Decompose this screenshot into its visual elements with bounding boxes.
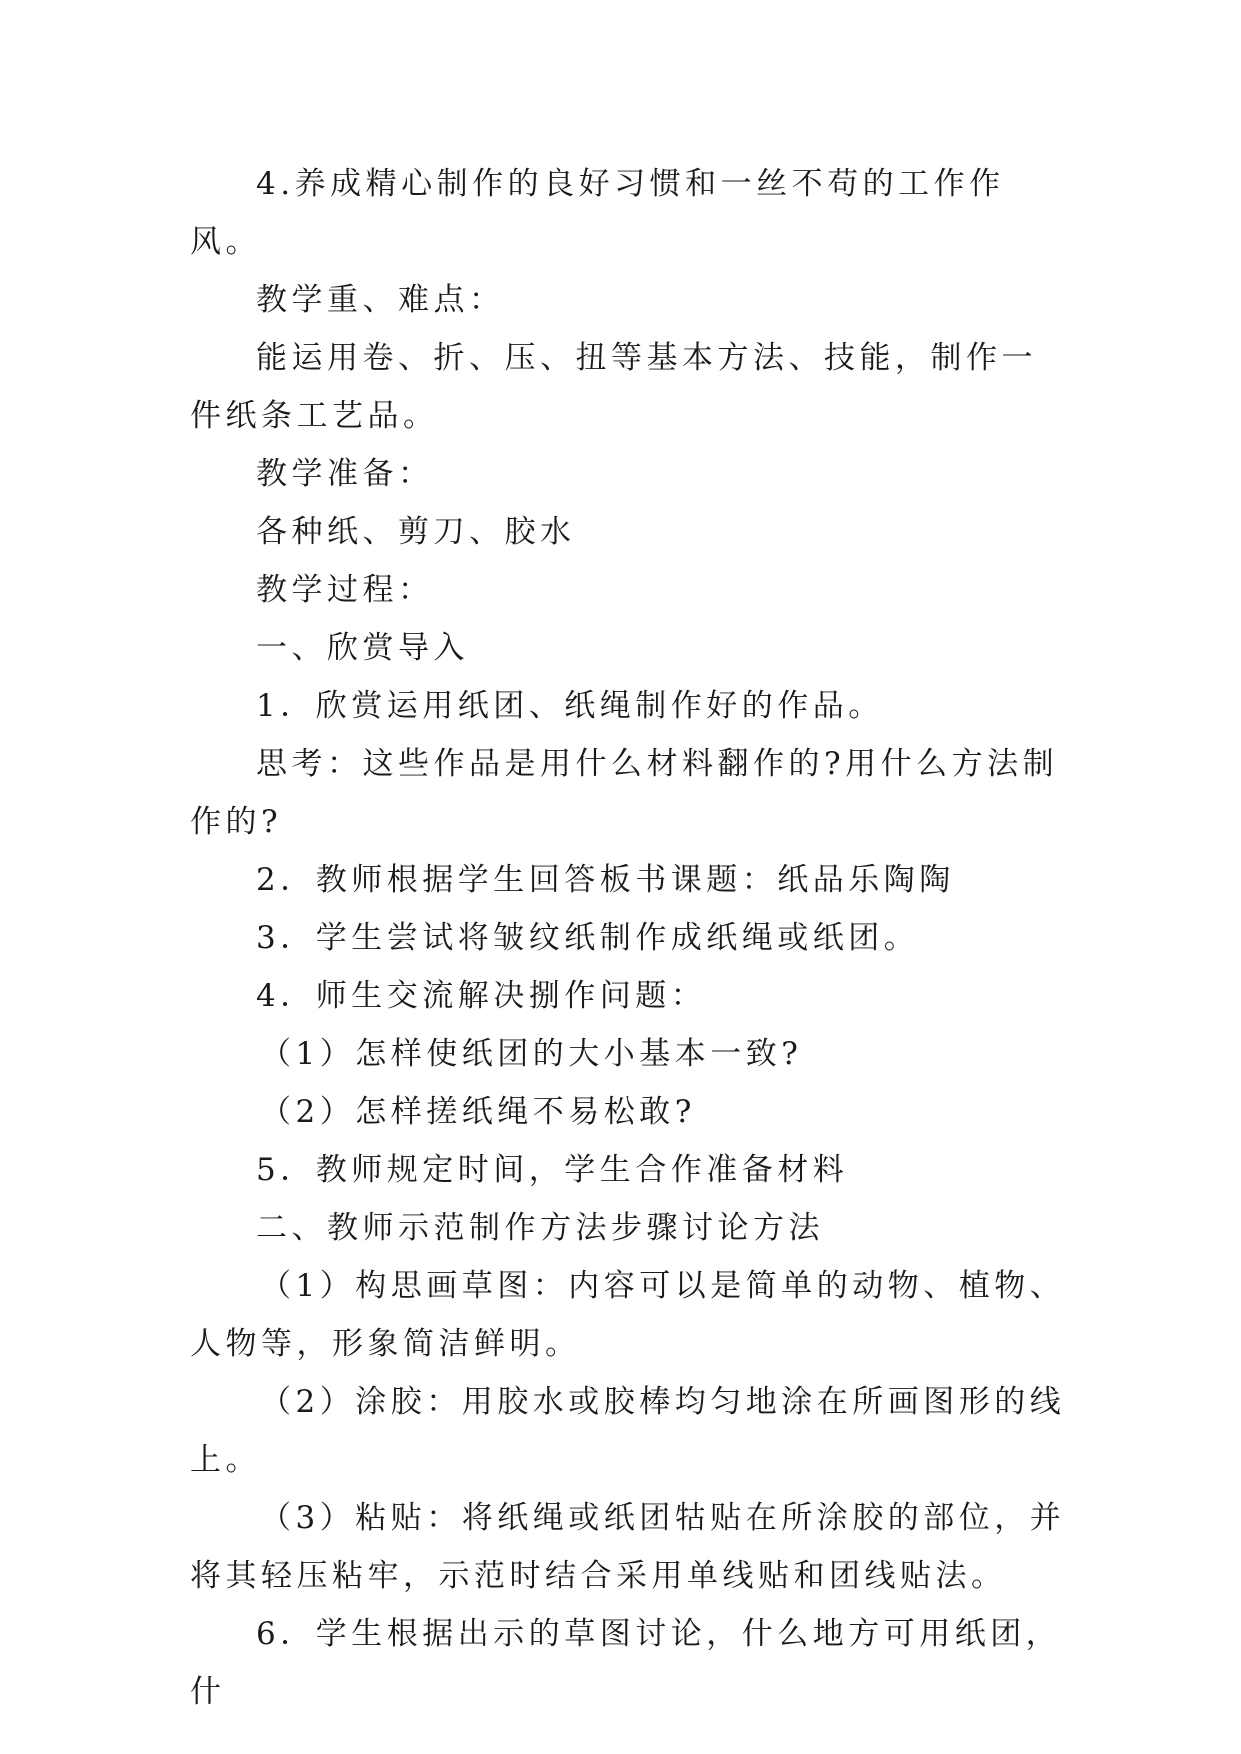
sub-item-1: （1）怎样使纸团的大小基本一致? <box>260 1036 803 1072</box>
paragraph-thinking: 思考：这些作品是用什么材料翻作的?用什么方法制作的? <box>190 746 1059 840</box>
step-2: （2）涂胶：用胶水或胶棒均匀地涂在所画图形的线上。 <box>190 1384 1066 1478</box>
list-item-1: 1．欣赏运用纸团、纸绳制作好的作品。 <box>256 688 884 724</box>
section-heading-1: 一、欣赏导入 <box>256 630 469 666</box>
step-1: （1）构思画草图：内容可以是简单的动物、植物、人物等，形象简洁鲜明。 <box>190 1268 1066 1362</box>
document-body <box>190 155 1070 1721</box>
paragraph-key-points: 能运用卷、折、压、扭等基本方法、技能，制作一件纸条工艺品。 <box>190 340 1037 434</box>
list-item-5: 5．教师规定时间，学生合作准备材料 <box>256 1152 849 1188</box>
heading-preparation: 教学准备： <box>256 456 434 492</box>
list-item-2: 2．教师根据学生回答板书课题：纸品乐陶陶 <box>256 862 955 898</box>
sub-item-2: （2）怎样搓纸绳不易松敢? <box>260 1094 696 1130</box>
step-3: （3）粘贴：将纸绳或纸团牯贴在所涂胶的部位，并将其轻压粘牢，示范时结合采用单线贴和团线贴法。 <box>190 1500 1066 1594</box>
heading-key-points: 教学重、难点： <box>256 282 505 318</box>
list-item-6: 6．学生根据出示的草图讨论，什么地方可用纸团，什 <box>190 1616 1062 1710</box>
list-item-4: 4．师生交流解决捌作问题： <box>256 978 707 1014</box>
heading-process: 教学过程： <box>256 572 434 608</box>
section-heading-2: 二、教师示范制作方法步骤讨论方法 <box>256 1210 824 1246</box>
list-item-3: 3．学生尝试将皱纹纸制作成纸绳或纸团。 <box>256 920 920 956</box>
paragraph-materials: 各种纸、剪刀、胶水 <box>256 514 576 550</box>
paragraph-goal-4: 4.养成精心制作的良好习惯和一丝不苟的工作作风。 <box>190 166 1005 260</box>
